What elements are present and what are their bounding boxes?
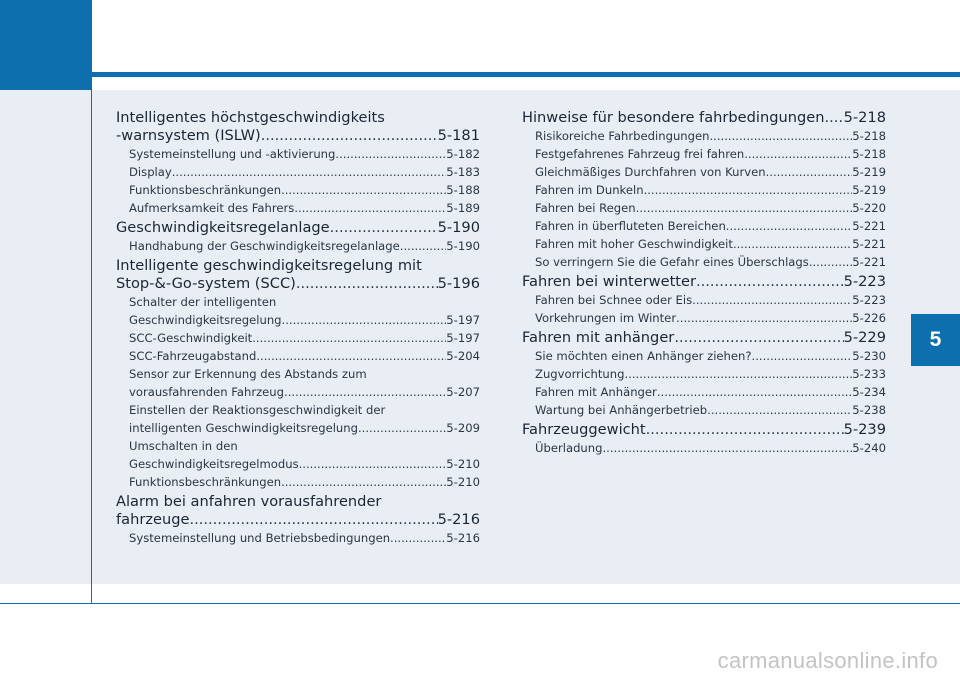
page-number: 5-204 [446, 349, 480, 363]
page-number: 5-197 [446, 313, 480, 327]
subsection-entry-line[interactable] [522, 291, 886, 309]
page-number: 5-196 [437, 275, 480, 292]
page-number: 5-182 [446, 147, 480, 161]
section-entry-line[interactable] [116, 511, 480, 529]
section-title: Hinweise für besondere fahrbedingungen [522, 109, 825, 126]
subsection-title: Fahren mit Anhänger [535, 385, 657, 399]
leader-dots [726, 217, 853, 235]
subsection-title: Fahren mit hoher Geschwindigkeit [535, 237, 733, 251]
section-entry-line[interactable] [116, 275, 480, 293]
subsection-title: So verringern Sie die Gefahr eines Überschlags [535, 255, 809, 269]
subsection-title: Fahren im Dunkeln [535, 183, 644, 197]
subsection-text-line: Umschalten in den [129, 439, 238, 453]
page-number: 5-197 [446, 331, 480, 345]
page-number: 5-239 [843, 421, 886, 438]
subsection-title: Systemeinstellung und -aktivierung [129, 147, 336, 161]
subsection-entry-line[interactable] [116, 473, 480, 491]
section-entry-line[interactable] [116, 219, 480, 237]
section-title: Fahren mit anhänger [522, 329, 675, 346]
leader-dots [644, 181, 853, 199]
chapter-tab[interactable]: 5 [911, 314, 960, 366]
page-number: 5-219 [852, 165, 886, 179]
subsection-title: Funktionsbeschränkungen [129, 475, 282, 489]
leader-dots [358, 419, 446, 437]
subsection-title: Zugvorrichtung [535, 367, 625, 381]
section-title: -warnsystem (ISLW) [116, 127, 261, 144]
leader-dots [674, 329, 843, 347]
page-number: 5-229 [843, 329, 886, 346]
page-number: 5-210 [446, 457, 480, 471]
page-number: 5-188 [446, 183, 480, 197]
subsection-title: intelligenten Geschwindigkeitsregelung [129, 421, 358, 435]
leader-dots [657, 383, 852, 401]
section-title: Fahren bei winterwetter [522, 273, 697, 290]
toc-section [116, 109, 480, 217]
page-number: 5-207 [446, 385, 480, 399]
page-number: 5-209 [446, 421, 480, 435]
page-number: 5-223 [843, 273, 886, 290]
subsection-entry-line[interactable] [116, 419, 480, 437]
section-title: Stop-&-Go-system (SCC) [116, 275, 296, 292]
subsection-entry-line[interactable] [116, 329, 480, 347]
leader-dots [744, 145, 852, 163]
leader-dots [299, 455, 447, 473]
subsection-title: Risikoreiche Fahrbedingungen [535, 129, 710, 143]
leader-dots [330, 219, 438, 237]
toc-section [522, 109, 886, 271]
subsection-entry-line[interactable] [116, 199, 480, 217]
section-title: Geschwindigkeitsregelanlage [116, 219, 330, 236]
subsection-entry-line[interactable] [116, 145, 480, 163]
subsection-title: SCC-Fahrzeugabstand [129, 349, 257, 363]
leader-dots [390, 529, 446, 547]
leader-dots [261, 127, 438, 145]
section-entry-line[interactable] [522, 109, 886, 127]
page-number: 5-221 [852, 219, 886, 233]
page-number: 5-220 [852, 201, 886, 215]
subsection-title: Geschwindigkeitsregelmodus [129, 457, 299, 471]
subsection-entry-line[interactable] [522, 163, 886, 181]
leader-dots [824, 109, 843, 127]
subsection-title: Fahren in überfluteten Bereichen [535, 219, 726, 233]
leader-dots [400, 237, 447, 255]
header-rule [92, 72, 960, 77]
page-number: 5-189 [446, 201, 480, 215]
page-number: 5-221 [852, 255, 886, 269]
page-number: 5-223 [852, 293, 886, 307]
subsection-title: Geschwindigkeitsregelung [129, 313, 282, 327]
toc-section [522, 421, 886, 457]
page-number: 5-218 [852, 129, 886, 143]
subsection-title: Display [129, 165, 172, 179]
leader-dots [676, 309, 852, 327]
leader-dots [692, 291, 852, 309]
leader-dots [256, 347, 446, 365]
leader-dots [733, 235, 852, 253]
leader-dots [189, 511, 437, 529]
subsection-entry-line[interactable] [116, 311, 480, 329]
page-number: 5-230 [852, 349, 886, 363]
toc-section [116, 257, 480, 491]
toc-column-right [522, 109, 886, 459]
subsection-entry-line[interactable] [522, 347, 886, 365]
page-number: 5-219 [852, 183, 886, 197]
leader-dots [281, 181, 446, 199]
leader-dots [809, 253, 852, 271]
leader-dots [646, 421, 844, 439]
leader-dots [284, 383, 446, 401]
leader-dots [707, 401, 852, 419]
page-number: 5-221 [852, 237, 886, 251]
leader-dots [636, 199, 853, 217]
subsection-entry-line[interactable] [116, 529, 480, 547]
subsection-title: Vorkehrungen im Winter [535, 311, 677, 325]
page-number: 5-216 [446, 531, 480, 545]
toc-section [116, 493, 480, 547]
subsection-entry-line[interactable] [522, 383, 886, 401]
page-number: 5-190 [446, 239, 480, 253]
toc-column-left [116, 109, 480, 549]
subsection-title: Wartung bei Anhängerbetrieb [535, 403, 708, 417]
toc-section [116, 219, 480, 255]
page-number: 5-240 [852, 441, 886, 455]
page-number: 5-216 [437, 511, 480, 528]
page-number: 5-218 [843, 109, 886, 126]
subsection-entry-line[interactable] [116, 181, 480, 199]
corner-block [0, 0, 92, 90]
leader-dots [296, 275, 438, 293]
watermark: carmanualsonline.info [717, 648, 938, 673]
subsection-title: SCC-Geschwindigkeit [129, 331, 253, 345]
page-number: 5-238 [852, 403, 886, 417]
page-number: 5-233 [852, 367, 886, 381]
subsection-entry-line[interactable] [522, 217, 886, 235]
leader-dots [603, 439, 853, 457]
subsection-title: Festgefahrenes Fahrzeug frei fahren [535, 147, 745, 161]
toc-section [522, 329, 886, 419]
subsection-text-line: Schalter der intelligenten [129, 295, 277, 309]
subsection-title: Aufmerksamkeit des Fahrers [129, 201, 295, 215]
page-number: 5-190 [437, 219, 480, 236]
subsection-entry-line[interactable] [116, 455, 480, 473]
footer-rule [0, 603, 960, 604]
subsection-title: Sie möchten einen Anhänger ziehen? [535, 349, 752, 363]
leader-dots [294, 199, 446, 217]
page-number: 5-218 [852, 147, 886, 161]
subsection-title: Gleichmäßiges Durchfahren von Kurven [535, 165, 766, 179]
page-number: 5-226 [852, 311, 886, 325]
leader-dots [335, 145, 446, 163]
subsection-title: Systemeinstellung und Betriebsbedingungen [129, 531, 391, 545]
page-number: 5-181 [437, 127, 480, 144]
section-text-line: Intelligentes höchstgeschwindigkeits [116, 109, 385, 126]
subsection-entry-line[interactable] [522, 181, 886, 199]
subsection-entry-line[interactable] [522, 145, 886, 163]
leader-dots [172, 163, 447, 181]
subsection-text-line: Einstellen der Reaktionsgeschwindigkeit der [129, 403, 386, 417]
subsection-entry-line[interactable] [522, 199, 886, 217]
subsection-entry-line[interactable] [116, 163, 480, 181]
page-number: 5-183 [446, 165, 480, 179]
page-number: 5-234 [852, 385, 886, 399]
leader-dots [766, 163, 853, 181]
leader-dots [281, 473, 446, 491]
leader-dots [282, 311, 447, 329]
subsection-entry-line[interactable] [116, 237, 480, 255]
subsection-entry-line[interactable] [522, 309, 886, 327]
leader-dots [696, 273, 844, 291]
subsection-title: vorausfahrenden Fahrzeug [129, 385, 285, 399]
leader-dots [752, 347, 853, 365]
subsection-entry-line[interactable] [522, 401, 886, 419]
page-number: 5-210 [446, 475, 480, 489]
section-entry-line[interactable] [116, 127, 480, 145]
subsection-title: Handhabung der Geschwindigkeitsregelanlage [129, 239, 400, 253]
subsection-title: Funktionsbeschränkungen [129, 183, 282, 197]
subsection-entry-line[interactable] [522, 439, 886, 457]
toc-section [522, 273, 886, 327]
leader-dots [624, 365, 852, 383]
section-text-line: Intelligente geschwindigkeitsregelung mit [116, 257, 422, 274]
subsection-entry-line[interactable] [116, 347, 480, 365]
subsection-title: Fahren bei Regen [535, 201, 636, 215]
leader-dots [709, 127, 852, 145]
section-entry-line[interactable] [522, 329, 886, 347]
subsection-entry-line[interactable] [522, 235, 886, 253]
subsection-entry-line[interactable] [522, 127, 886, 145]
section-title: fahrzeuge [116, 511, 190, 528]
section-entry-line[interactable] [522, 421, 886, 439]
section-title: Fahrzeuggewicht [522, 421, 646, 438]
subsection-title: Fahren bei Schnee oder Eis [535, 293, 693, 307]
subsection-entry-line[interactable] [522, 253, 886, 271]
section-text-line: Alarm bei anfahren vorausfahrender [116, 493, 382, 510]
leader-dots [252, 329, 446, 347]
margin-rule [91, 90, 92, 604]
subsection-text-line: Sensor zur Erkennung des Abstands zum [129, 367, 367, 381]
subsection-entry-line[interactable] [522, 365, 886, 383]
subsection-entry-line[interactable] [116, 383, 480, 401]
section-entry-line[interactable] [522, 273, 886, 291]
subsection-title: Überladung [535, 441, 603, 455]
